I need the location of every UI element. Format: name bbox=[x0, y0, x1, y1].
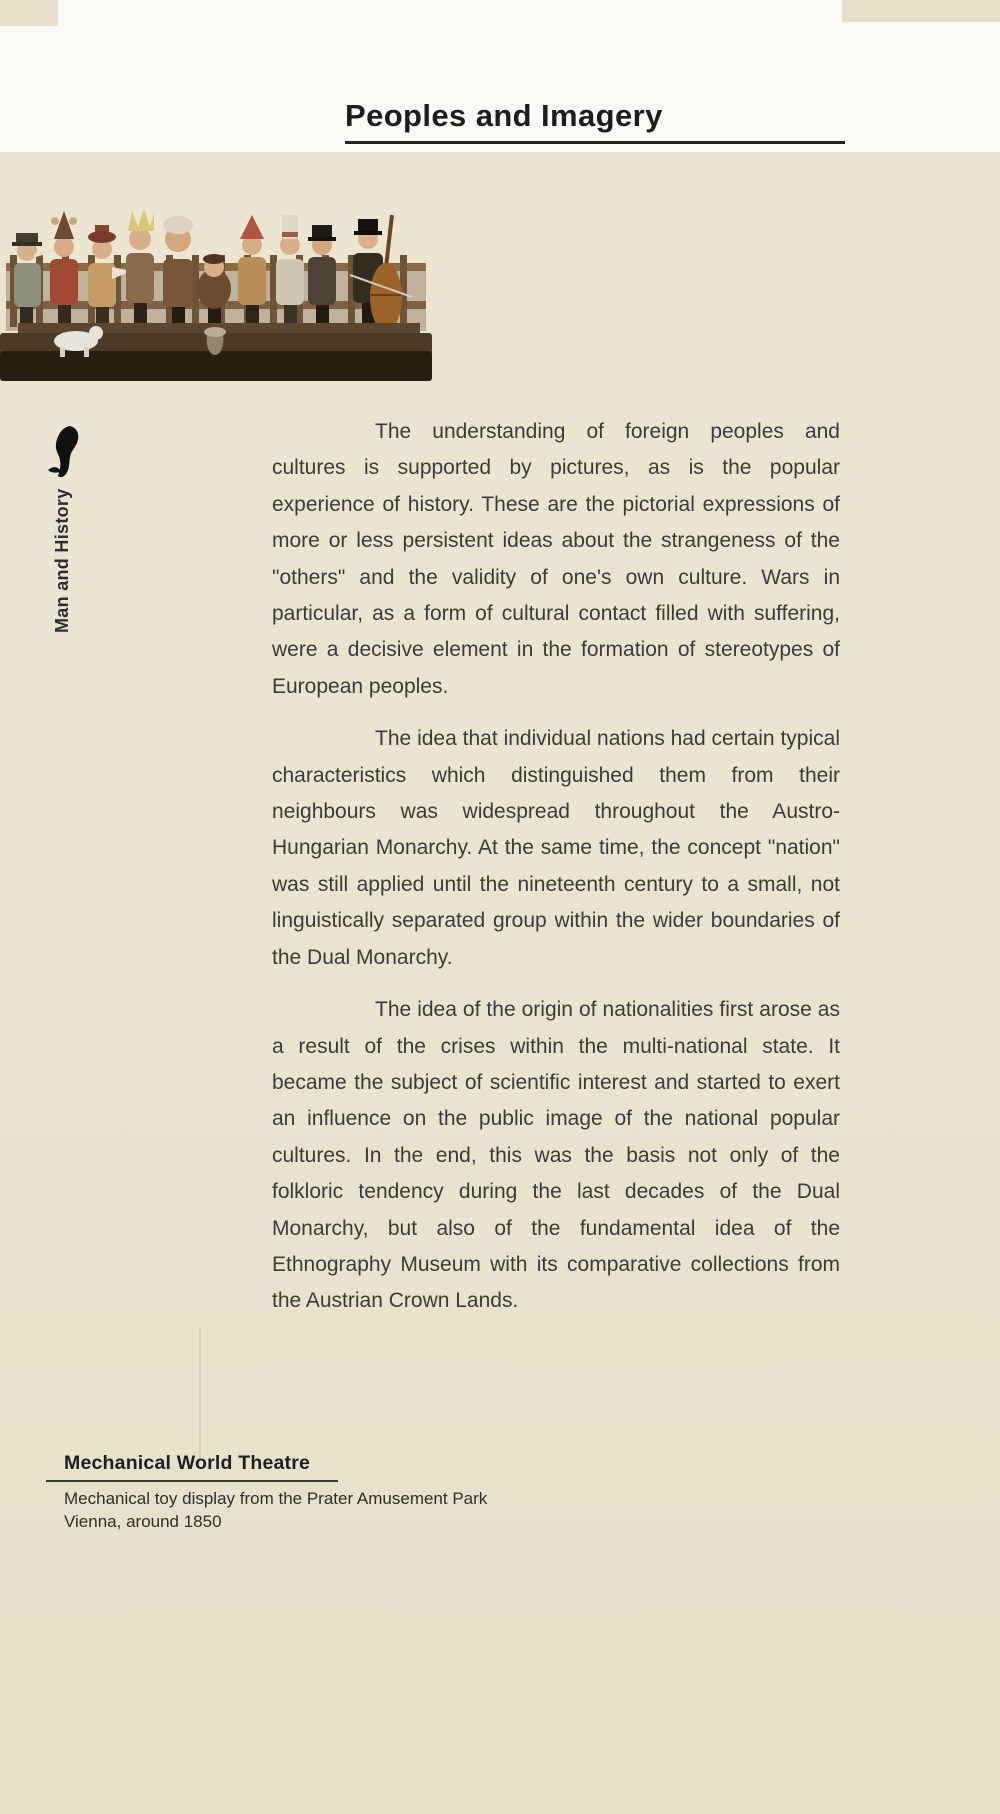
scan-edge-strip-right bbox=[842, 0, 1000, 22]
paragraph: The understanding of foreign peoples and cultures is supported by pictures, as is the popular experience of history. These are the pictorial expressions of more or less persistent ideas about the strangeness of the "others" and the validity of one's own culture. Wars in particular, as a form of cultural contact filled with suffering, were a decisive element in the formation of stereotypes of European peoples. bbox=[272, 420, 840, 698]
article-body bbox=[272, 414, 840, 1336]
page-title: Peoples and Imagery bbox=[345, 98, 663, 133]
photo-caption-line1: Mechanical toy display from the Prater Amusement Park bbox=[64, 1489, 488, 1508]
mechanical-toy-display-photo bbox=[0, 175, 432, 387]
photo-caption-title: Mechanical World Theatre bbox=[64, 1452, 311, 1474]
scan-crease-artifact bbox=[199, 1328, 201, 1460]
chapter-label: Man and History bbox=[52, 488, 72, 633]
caption-rule bbox=[46, 1480, 338, 1482]
scan-edge-strip-left bbox=[0, 0, 58, 26]
photo-caption-line2: Vienna, around 1850 bbox=[64, 1512, 222, 1531]
title-block bbox=[345, 98, 845, 144]
profile-silhouette-icon bbox=[46, 424, 84, 480]
paragraph: The idea of the origin of nationalities first arose as a result of the crises within the multi-national state. It became the subject of scientific interest and started to exert an influence on the public image of the national popular cultures. In the end, this was the basis not only of the folkloric tendency during the last decades of the Dual Monarchy, but also of the fundamental idea of the Ethnography Museum with its comparative collections from the Austrian Crown Lands. bbox=[272, 998, 840, 1313]
paragraph: The idea that individual nations had certain typical characteristics which distinguished them from their neighbours was widespread throughout the Austro-Hungarian Monarchy. At the same time, the concept "nation" was still applied until the nineteenth century to a small, not linguistically separated group within the wider boundaries of the Dual Monarchy. bbox=[272, 727, 840, 969]
